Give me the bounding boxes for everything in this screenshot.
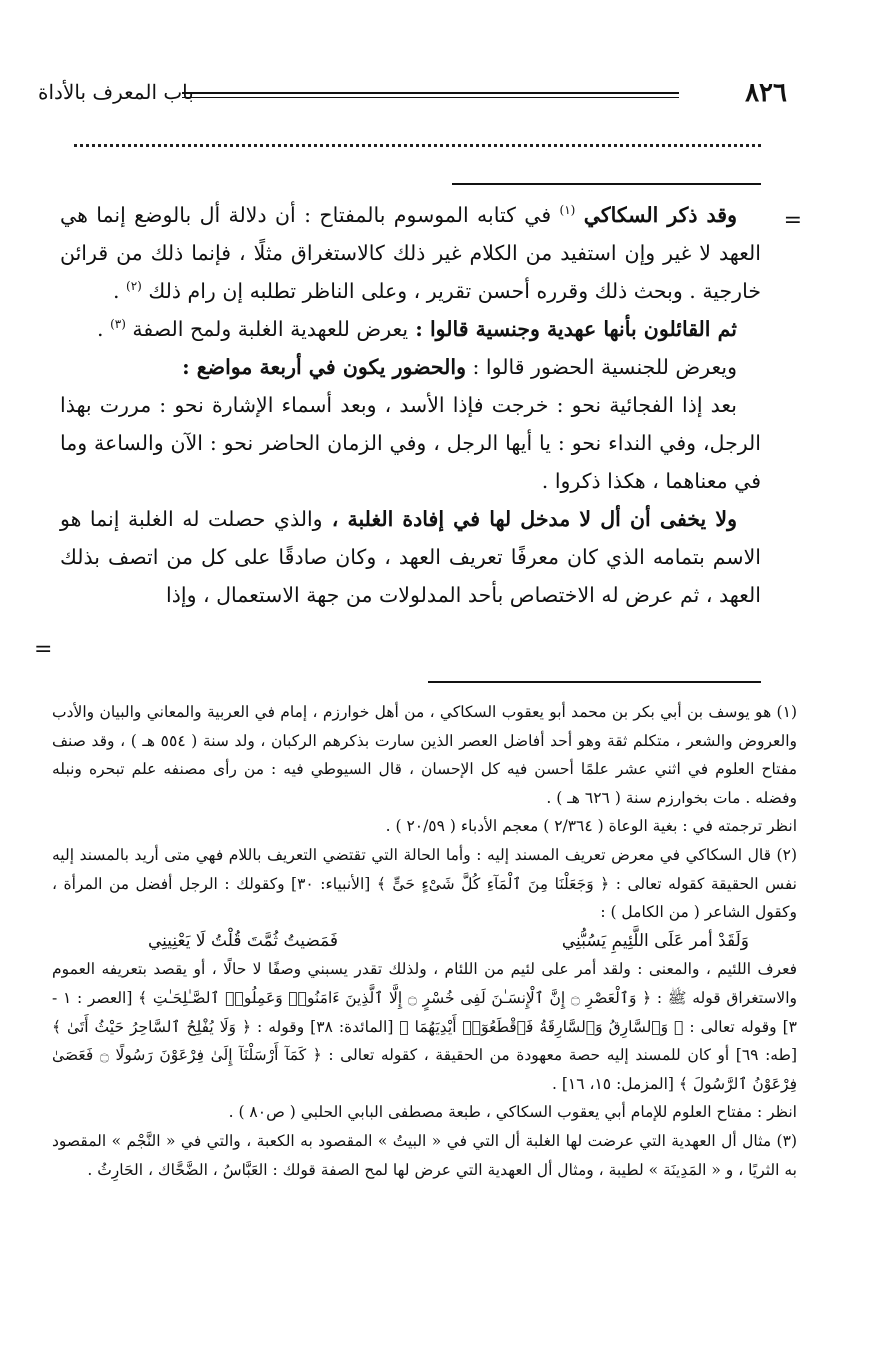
- footnote-ref-3: (٣): [110, 317, 126, 332]
- footnote-2: (٢) قال السكاكي في معرض تعريف المسند إليه : وأما الحالة التي تقتضي التعريف باللام فهي متى أريد بالمسند إليه نفس الحقيقة كقوله تعالى : ﴿ وَجَعَلْنَا مِنَ ٱلْمَآءِ كُلَّ شَىْءٍ حَىٍّ ﴾ [الأنبياء: ٣٠] وكقولك : الرجل أفضل من المرأة ، وكقول الشاعر ( من الكامل ) :: [52, 845, 797, 922]
- paragraph-presence: [60, 348, 761, 386]
- footnote-2-continued: فعرف اللئيم ، والمعنى : ولقد أمر على لئيم من اللئام ، ولذلك تقدر يسبني وصفًا لا حالًا ، أو يقصد بتعريفه العموم والاستغراق قوله ﷺ : ﴿ وَٱلْعَصْرِ ۝ إِنَّ ٱلْإِنسَـٰنَ لَفِى خُسْرٍ ۝ إِلَّا ٱلَّذِينَ ءَامَنُوا۟ وَعَمِلُوا۟ ٱلصَّـٰلِحَـٰتِ ﴾ [العصر : ١ - ٣] وقوله تعالى : ﴿ وَٱلسَّارِقُ وَٱلسَّارِقَةُ فَٱقْطَعُوٓا۟ أَيْدِيَهُمَا ﴾ [المائدة: ٣٨] وقوله : ﴿ وَلَا يُفْلِحُ ٱلسَّاحِرُ حَيْثُ أَتَىٰ ﴾ [طه: ٦٩] أو كان للمسند إليه حصة معهودة من الحقيقة ، كقوله تعالى : ﴿ كَمَآ أَرْسَلْنَآ إِلَىٰ فِرْعَوْنَ رَسُولًا ۝ فَعَصَىٰ فِرْعَوْنُ ٱلرَّسُولَ ﴾ [المزمل: ١٥، ١٦] .: [52, 960, 798, 1093]
- footnote-1: (١) هو يوسف بن أبي بكر بن محمد أبو يعقوب السكاكي ، من أهل خوارزم ، إمام في العربية والمعاني والبيان والأدب والعروض والشعر ، متكلم ثقة وهو أحد أفاضل العصر الذين سارت بذكرهم الركبان ، ولد سنة ( ٥٥٤ هـ ) ، وقد صنف مفتاح العلوم في اثني عشر علمًا أحسن فيه كل الإحسان ، قال السيوطي فيه : من رأى مصنفه علم تبحره ونبله وفضله . مات بخوارزم سنة ( ٦٢٦ هـ ) .: [52, 703, 797, 807]
- footnote-3: (٣) مثال أل العهدية التي عرضت لها الغلبة أل التي في « البيتُ » المقصود به الكعبة ، والتي في « النَّجْم » المقصود به الثريًا ، و « المَدِينَة » لطيبة ، ومثال أل العهدية التي عرض لها لمح الصفة قولك : العَبَّاسُ ، الضَّحَّاك ، الحَارِثُ .: [52, 1131, 797, 1179]
- footnote-1-source: انظر ترجمته في : بغية الوعاة ( ٢/٣٦٤ ) معجم الأدباء ( ٢٠/٥٩ ) .: [385, 817, 797, 836]
- section-rule: [452, 183, 761, 185]
- continuation-mark-top: =: [783, 208, 802, 233]
- paragraph-text: ويعرض للجنسية الحضور قالوا :: [465, 355, 737, 379]
- bold-phrase: وقد ذكر السكاكي: [583, 203, 738, 227]
- header-rule: [182, 92, 679, 94]
- header-rule-thin: [182, 97, 679, 98]
- paragraph-text: والذي حصلت له الغلبة إنما هو الاسم بتمامه الذي كان معرفًا تعريف العهد ، وكان صادقًا على كل من اتصف بذلك العهد ، ثم عرض له الاختصاص بأحد المدلولات من جهة الاستعمال ، وإذا: [60, 507, 761, 607]
- poem-verse: [52, 927, 797, 956]
- paragraph-end: .: [97, 317, 104, 341]
- footnote-ref-2: (٢): [126, 279, 142, 294]
- paragraph-dominance: [60, 310, 761, 348]
- bold-phrase: والحضور يكون في أربعة مواضع :: [182, 355, 466, 379]
- chapter-title: باب المعرف بالأداة: [38, 80, 194, 104]
- footnote-rule: [428, 681, 761, 683]
- bold-phrase: ولا يخفى أن أل لا مدخل لها في إفادة الغلبة ،: [322, 507, 737, 531]
- poem-second-hemistich: فَمَضيتُ ثُمَّتَ قُلْتُ لَا يَعْنِينِي: [148, 930, 339, 951]
- dotted-separator: [74, 144, 761, 147]
- paragraph-conclusion: [60, 500, 761, 614]
- footnote-2-source: انظر : مفتاح العلوم للإمام أبي يعقوب السكاكي ، طبعة مصطفى البابي الحلبي ( ص٨٠ ) .: [228, 1103, 797, 1122]
- footnotes: [52, 698, 797, 1184]
- poem-first-hemistich: وَلَقَدْ أمر عَلَى اللَّئِيمِ يَسُبُّنِي: [561, 930, 749, 951]
- page-number: ٨٢٦: [745, 78, 787, 108]
- paragraph-text: يعرض للعهدية الغلبة ولمح الصفة: [132, 317, 409, 341]
- paragraph-text: في كتابه الموسوم بالمفتاح : أن دلالة أل بالوضع إنما هي العهد لا غير وإن استفيد من الكلام غير ذلك كالاستغراق مثلًا ، فإنما ذلك من قرائن خارجية . وبحث ذلك وقرره أحسن تقرير ، وعلى الناظر تطلبه إن رام ذلك: [60, 203, 761, 303]
- bold-phrase: ثم القائلون بأنها عهدية وجنسية قالوا :: [408, 317, 737, 341]
- paragraph-sakkaki: [60, 196, 761, 310]
- main-text: [60, 196, 761, 614]
- paragraph-end: .: [112, 279, 120, 303]
- continuation-mark-bottom: =: [34, 637, 53, 662]
- paragraph-positions: بعد إذا الفجائية نحو : خرجت فإذا الأسد ، وبعد أسماء الإشارة نحو : مررت بهذا الرجل، وفي النداء نحو : يا أيها الرجل ، وفي الزمان الحاضر نحو : الآن والساعة وما في معناهما ، هكذا ذكروا .: [60, 393, 761, 493]
- footnote-ref-1: (١): [559, 203, 576, 218]
